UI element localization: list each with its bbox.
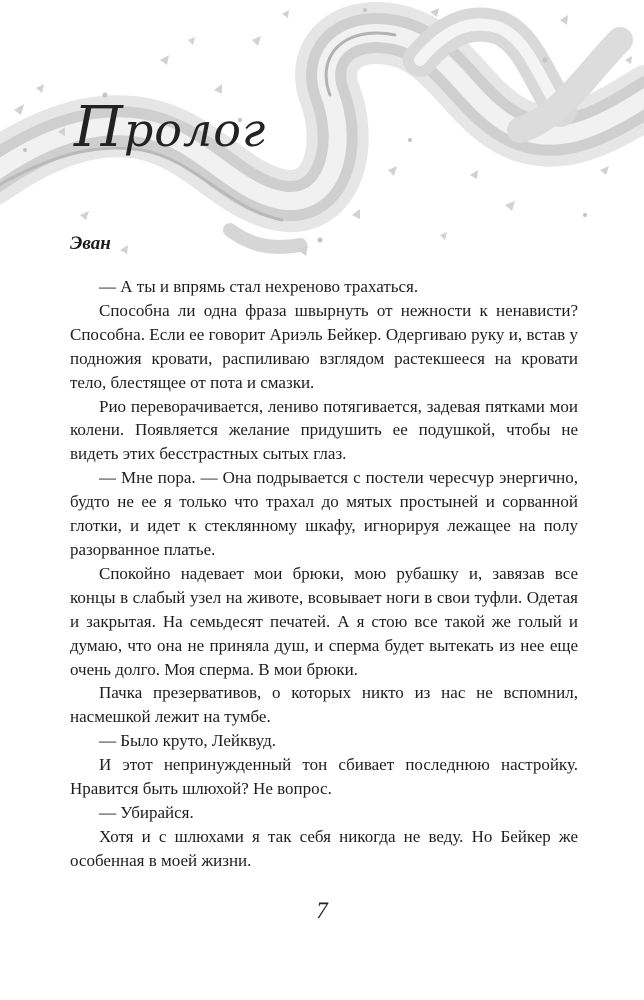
paragraph: Рио переворачивается, лениво потягивается, задевая пятками мои колени. Появляется желание придушить ее подушкой, чтобы не видеть этих бесстрастных сытых глаз. [70,396,578,464]
paragraph: — А ты и впрямь стал нехреново трахаться. [99,277,419,296]
paragraph: — Убирайся. [99,802,194,822]
paragraph: Хотя и с шлюхами я так себя никогда не веду. Но Бейкер же особенная в моей жизни. [70,826,578,870]
paragraph: — Было круто, Лейквуд. [99,731,276,751]
body-text [70,275,578,873]
paragraph: Спокойно надевает мои брюки, мою рубашку и, завязав все концы в слабый узел на животе, всовывает ноги в свои туфли. Одетая и закрытая. На семьдесят печатей. А я стою все такой же голый и думаю, что она не приняла душ, и сперма будет вытекать из нее еще очень долго. Моя сперма. В мои брюки. [70,563,578,679]
paragraph: Пачка презервативов, о которых никто из нас не вспомнил, насмешкой лежит на тумбе. [70,683,578,727]
chapter-title: Пролог [74,95,267,160]
paragraph: — Мне пора. — Она подрывается с постели чересчур энергично, будто не ее я только что трахал до мятых простыней и сорванной глотки, и идет к стеклянному шкафу, игнорируя лежащее на полу разорванное платье. [70,468,578,559]
page-number: 7 [316,898,328,923]
paragraph: Способна ли одна фраза швырнуть от нежности к ненависти? Способна. Если ее говорит Ариэль Бейкер. Одергиваю руку и, встав у подножия кровати, распиливаю взглядом растекшееся на кровати тело, блестящее от пота и смазки. [70,300,578,392]
paragraph: И этот непринужденный тон сбивает последнюю настройку. Нравится быть шлюхой? Не вопрос. [70,755,578,799]
pov-heading: Эван [70,233,111,254]
